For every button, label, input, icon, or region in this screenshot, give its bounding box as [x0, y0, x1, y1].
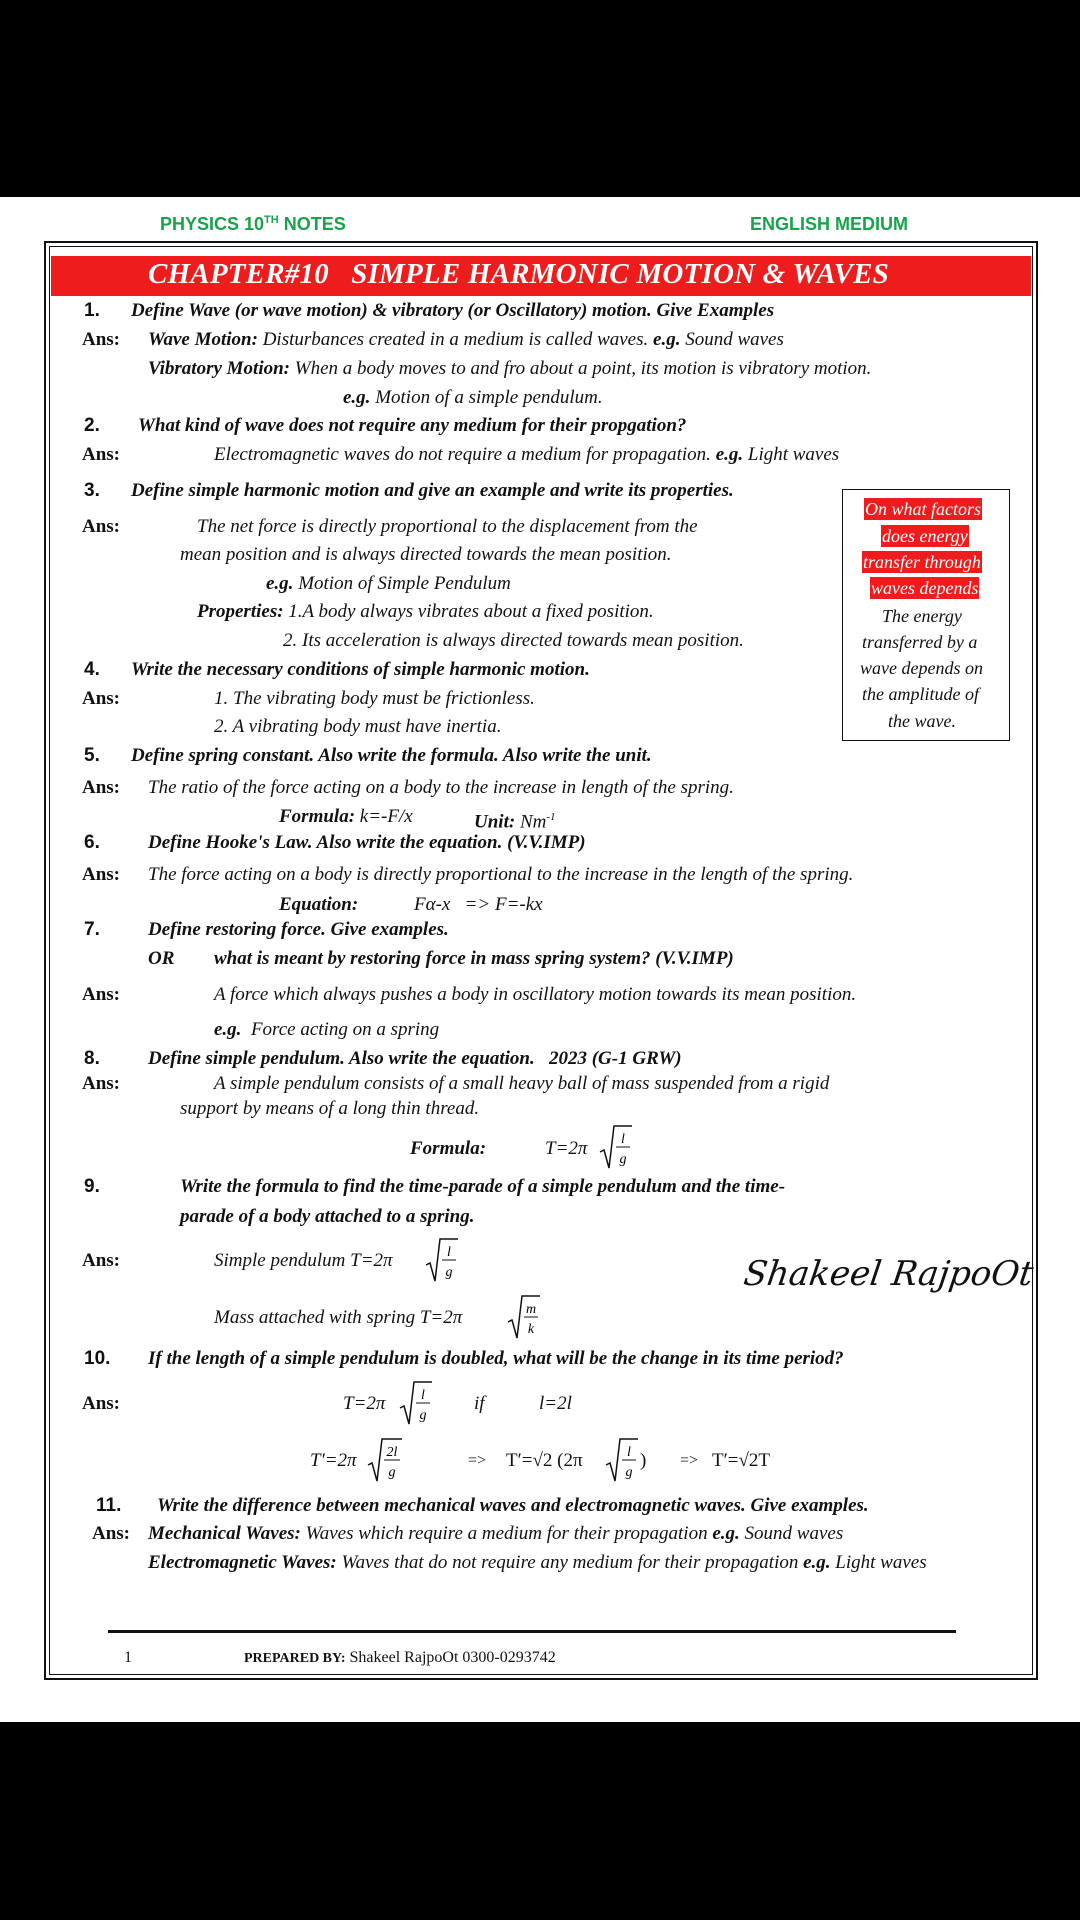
- q4-number: 4.: [84, 659, 100, 680]
- q7-question-alt: what is meant by restoring force in mass spring system? (V.V.IMP): [214, 948, 734, 969]
- q10-arrow-1: =>: [468, 1452, 487, 1469]
- q5-formula: Formula: k=-F/x: [279, 806, 413, 827]
- q8-answer-line2: support by means of a long thin thread.: [180, 1098, 480, 1119]
- q1-number: 1.: [84, 300, 100, 321]
- author-signature: Shakeel RajpoOt: [741, 1254, 1036, 1294]
- svg-text:2l: 2l: [386, 1445, 398, 1460]
- q1-answer-wave: Wave Motion: Disturbances created in a medium is called waves. e.g. Sound waves: [148, 329, 784, 350]
- q3-ans-label: Ans:: [82, 516, 121, 537]
- q4-question: Write the necessary conditions of simple harmonic motion.: [131, 659, 590, 680]
- svg-text:m: m: [525, 1302, 537, 1317]
- q10-arrow-2: =>: [680, 1452, 699, 1469]
- q8-question: Define simple pendulum. Also write the equation. 2023 (G-1 GRW): [148, 1048, 682, 1069]
- q2-answer: Electromagnetic waves do not require a medium for propagation. e.g. Light waves: [214, 444, 840, 465]
- q7-question: Define restoring force. Give examples.: [148, 919, 449, 940]
- q1-question: Define Wave (or wave motion) & vibratory (or Oscillatory) motion. Give Examples: [131, 300, 775, 321]
- q9-sqrt-m-over-k: [506, 1292, 542, 1342]
- q2-question: What kind of wave does not require any medium for their propgation?: [138, 415, 687, 436]
- q6-equation-label: Equation:: [279, 894, 359, 915]
- q9-answer-spring: Mass attached with spring T=2π: [214, 1307, 463, 1328]
- svg-text:k: k: [527, 1322, 535, 1337]
- q11-ans-label: Ans:: [92, 1523, 131, 1544]
- q9-question-line1: Write the formula to find the time-parade of a simple pendulum and the time-: [180, 1176, 786, 1197]
- q6-ans-label: Ans:: [82, 864, 121, 885]
- q8-ans-label: Ans:: [82, 1073, 121, 1094]
- header-subject: PHYSICS 10TH NOTES: [160, 214, 346, 234]
- q10-ans-label: Ans:: [82, 1393, 121, 1414]
- q8-formula-label: Formula:: [410, 1138, 487, 1159]
- q9-question-line2: parade of a body attached to a spring.: [180, 1206, 475, 1227]
- q1-ans-label: Ans:: [82, 329, 121, 350]
- q6-number: 6.: [84, 832, 100, 853]
- svg-text:g: g: [619, 1152, 627, 1167]
- q3-answer-line1: The net force is directly proportional to the displacement from the: [197, 516, 698, 537]
- prepared-by: PREPARED BY: Shakeel RajpoOt 0300-0293742: [244, 1649, 556, 1666]
- q7-example: e.g. Force acting on a spring: [214, 1019, 440, 1040]
- q10-condition: l=2l: [539, 1393, 572, 1414]
- q10-t3-equation: T′=√2 (2π: [506, 1450, 583, 1471]
- q11-mechanical: Mechanical Waves: Waves which require a medium for their propagation e.g. Sound waves: [148, 1523, 844, 1544]
- q8-number: 8.: [84, 1048, 100, 1069]
- q10-sqrt-l-over-g: [398, 1378, 434, 1428]
- q3-number: 3.: [84, 480, 100, 501]
- q7-answer: A force which always pushes a body in oscillatory motion towards its mean position.: [214, 984, 857, 1005]
- q8-formula: T=2π: [545, 1138, 588, 1159]
- footer-divider: [108, 1630, 956, 1633]
- q10-t3-close: ): [640, 1450, 647, 1471]
- q3-question: Define simple harmonic motion and give an example and write its properties.: [131, 480, 734, 501]
- q7-number: 7.: [84, 919, 100, 940]
- q6-answer: The force acting on a body is directly proportional to the increase in the length of the spring.: [148, 864, 854, 885]
- side-question-line2: does energy: [882, 526, 968, 546]
- svg-text:l: l: [621, 1132, 625, 1147]
- svg-text:g: g: [419, 1408, 427, 1423]
- q10-t-equation: T=2π: [343, 1393, 386, 1414]
- side-answer-line2: transferred by a: [862, 632, 978, 652]
- page-number: 1: [124, 1649, 132, 1666]
- q3-answer-line2: mean position and is always directed towards the mean position.: [180, 544, 672, 565]
- q3-property-2: 2. Its acceleration is always directed towards mean position.: [283, 630, 744, 651]
- side-answer-line4: the amplitude of: [862, 684, 979, 704]
- q4-condition-1: 1. The vibrating body must be frictionless.: [214, 688, 535, 709]
- q9-answer-pendulum: Simple pendulum T=2π: [214, 1250, 393, 1271]
- q3-example: e.g. Motion of Simple Pendulum: [266, 573, 511, 594]
- q5-question: Define spring constant. Also write the formula. Also write the unit.: [131, 745, 652, 766]
- side-answer-line5: the wave.: [888, 711, 956, 731]
- q10-if: if: [474, 1393, 485, 1414]
- q9-ans-label: Ans:: [82, 1250, 121, 1271]
- q5-ans-label: Ans:: [82, 777, 121, 798]
- svg-text:l: l: [421, 1388, 425, 1403]
- chapter-title: CHAPTER#10 SIMPLE HARMONIC MOTION & WAVES: [148, 258, 890, 290]
- side-answer-line3: wave depends on: [860, 658, 983, 678]
- side-question-line4: waves depends: [871, 578, 979, 598]
- q2-ans-label: Ans:: [82, 444, 121, 465]
- header-medium: ENGLISH MEDIUM: [750, 214, 909, 234]
- svg-text:g: g: [388, 1465, 396, 1480]
- q5-answer: The ratio of the force acting on a body to the increase in length of the spring.: [148, 777, 734, 798]
- q8-answer-line1: A simple pendulum consists of a small heavy ball of mass suspended from a rigid: [214, 1073, 830, 1094]
- q11-number: 11.: [96, 1495, 122, 1516]
- side-question-line1: On what factors: [865, 499, 982, 519]
- side-question-line3: transfer through: [863, 552, 981, 572]
- q1-answer-vibratory-example: e.g. Motion of a simple pendulum.: [343, 387, 603, 408]
- side-answer-line1: The energy: [882, 606, 962, 626]
- q4-condition-2: 2. A vibrating body must have inertia.: [214, 716, 502, 737]
- q7-ans-label: Ans:: [82, 984, 121, 1005]
- q6-equation: Fα-x => F=-kx: [414, 894, 543, 915]
- q2-number: 2.: [84, 415, 100, 436]
- q10-question: If the length of a simple pendulum is doubled, what will be the change in its time period?: [148, 1348, 844, 1369]
- svg-text:g: g: [625, 1465, 633, 1480]
- q9-number: 9.: [84, 1176, 100, 1197]
- svg-text:l: l: [627, 1445, 631, 1460]
- q11-question: Write the difference between mechanical waves and electromagnetic waves. Give examples.: [157, 1495, 869, 1516]
- q6-question: Define Hooke's Law. Also write the equation. (V.V.IMP): [148, 832, 586, 853]
- q10-result: T′=√2T: [712, 1450, 771, 1471]
- svg-text:l: l: [447, 1245, 451, 1260]
- q5-number: 5.: [84, 745, 100, 766]
- q4-ans-label: Ans:: [82, 688, 121, 709]
- q7-or: OR: [148, 948, 175, 969]
- q9-sqrt-l-over-g: [424, 1235, 460, 1285]
- q10-sqrt-l-over-g-2: [604, 1435, 640, 1485]
- q1-answer-vibratory: Vibratory Motion: When a body moves to and fro about a point, its motion is vibratory motion.: [148, 358, 872, 379]
- q5-unit: Unit: $Nm^{-1}$: [474, 811, 556, 833]
- q11-electromagnetic: Electromagnetic Waves: Waves that do not require any medium for their propagation e.g. Light waves: [148, 1552, 927, 1573]
- q10-number: 10.: [84, 1348, 111, 1369]
- svg-text:g: g: [445, 1265, 453, 1280]
- q10-sqrt-2l-over-g: [366, 1435, 404, 1485]
- q8-sqrt-l-over-g: [598, 1122, 634, 1172]
- q3-properties: Properties: 1.A body always vibrates about a fixed position.: [197, 601, 654, 622]
- q10-t2-equation: T′=2π: [310, 1450, 357, 1471]
